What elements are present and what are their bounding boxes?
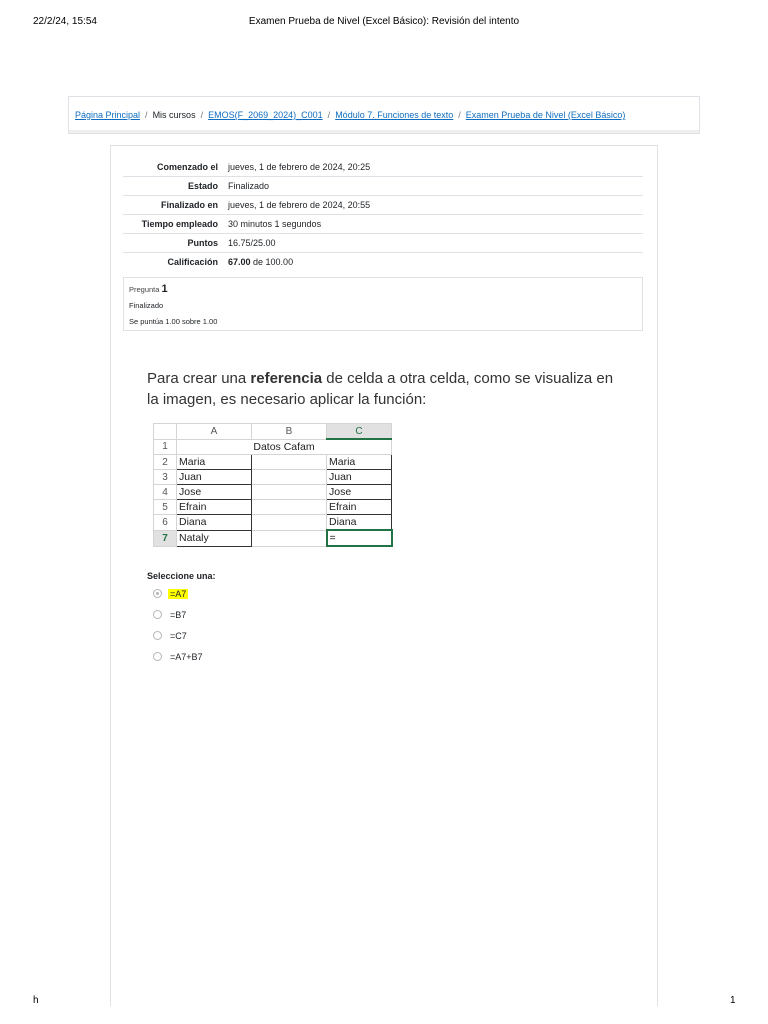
cell-b: [252, 470, 327, 485]
radio-button-checked[interactable]: [153, 589, 162, 598]
cell-a: Maria: [177, 455, 252, 470]
summary-value: [223, 253, 643, 272]
cell-c: Diana: [327, 515, 392, 531]
radio-button[interactable]: [153, 652, 162, 661]
select-one-label: Seleccione una:: [147, 571, 216, 581]
summary-label: Comenzado el: [156, 162, 218, 172]
column-header: A: [177, 424, 252, 440]
breadcrumb: [75, 110, 625, 120]
breadcrumb-separator: /: [327, 110, 331, 120]
quiz-review-region: [110, 145, 658, 1006]
grade-value: 67.00: [228, 257, 251, 267]
row-header: 2: [154, 455, 177, 470]
cell-b: [252, 530, 327, 546]
summary-label: Puntos: [187, 238, 218, 248]
row-header: 3: [154, 470, 177, 485]
sheet-title-cell: Datos Cafam: [177, 439, 392, 455]
breadcrumb-my-courses: Mis cursos: [152, 110, 196, 120]
summary-row: [123, 253, 643, 272]
print-datetime: 22/2/24, 15:54: [33, 16, 97, 27]
active-cell: =: [327, 530, 392, 546]
summary-label: Tiempo empleado: [141, 219, 218, 229]
cell-a: Juan: [177, 470, 252, 485]
breadcrumb-separator: /: [458, 110, 461, 120]
cell-a: Diana: [177, 515, 252, 531]
breadcrumb-separator: /: [200, 110, 204, 120]
radio-button[interactable]: [153, 610, 162, 619]
grade-max: de 100.00: [250, 257, 294, 267]
summary-row: [123, 158, 643, 177]
summary-row: [123, 215, 643, 234]
breadcrumb-quiz-link[interactable]: Examen Prueba de Nivel (Excel Básico): [465, 110, 626, 120]
summary-label: Calificación: [167, 257, 218, 267]
answer-label: =B7: [170, 610, 187, 620]
row-header: 1: [154, 439, 177, 455]
question-grade: Se puntúa 1.00 sobre 1.00: [129, 317, 218, 326]
breadcrumb-separator: /: [145, 110, 148, 120]
cell-b: [252, 485, 327, 500]
breadcrumb-course-link[interactable]: EMOS(F_2069_2024)_C001: [208, 110, 323, 120]
cell-b: [252, 515, 327, 531]
print-header: [0, 16, 768, 30]
summary-value: 30 minutos 1 segundos: [228, 219, 322, 229]
answer-label: =A7: [170, 589, 187, 599]
row-header: 4: [154, 485, 177, 500]
summary-value: jueves, 1 de febrero de 2024, 20:25: [228, 162, 371, 172]
answer-label: =C7: [170, 631, 187, 641]
question-number: [129, 283, 168, 295]
question-state: Finalizado: [129, 301, 164, 310]
print-footer-url: h: [33, 995, 39, 1006]
cell-c: Jose: [327, 485, 392, 500]
cell-a: Efrain: [177, 500, 252, 515]
cell-c: Efrain: [327, 500, 392, 515]
summary-row: [123, 177, 643, 196]
breadcrumb-home-link[interactable]: Página Principal: [75, 110, 141, 120]
column-header: B: [252, 424, 327, 440]
cell-b: [252, 500, 327, 515]
cell-c: Juan: [327, 470, 392, 485]
answer-label: =A7+B7: [170, 652, 203, 662]
question-text-bold: referencia: [250, 370, 323, 387]
cell-a: Nataly: [177, 530, 252, 546]
summary-label: Finalizado en: [160, 200, 218, 210]
row-header: 6: [154, 515, 177, 531]
question-prefix: Pregunta: [129, 285, 160, 294]
summary-value: 16.75/25.00: [228, 238, 276, 248]
column-header: C: [327, 424, 392, 440]
question-number-value: 1: [161, 283, 168, 295]
row-header: 7: [154, 530, 177, 546]
summary-row: [123, 234, 643, 253]
summary-label: Estado: [187, 181, 218, 191]
breadcrumb-module-link[interactable]: Módulo 7. Funciones de texto: [335, 110, 454, 120]
cell-a: Jose: [177, 485, 252, 500]
spreadsheet-image: [153, 423, 393, 547]
attempt-summary-table: [123, 158, 643, 271]
page-number: 1: [730, 995, 736, 1006]
question-text-start: Para crear una: [147, 370, 251, 387]
breadcrumb-bar: [68, 96, 700, 134]
cell-b: [252, 455, 327, 470]
print-title: Examen Prueba de Nivel (Excel Básico): Revisión del intento: [248, 16, 520, 27]
question-text-end: de celda a otra celda, como se visualiza en la imagen, es necesario aplicar la función:: [147, 370, 614, 408]
summary-row: [123, 196, 643, 215]
question-text: [147, 368, 617, 410]
cell-c: Maria: [327, 455, 392, 470]
sheet-corner: [154, 424, 177, 440]
radio-button[interactable]: [153, 631, 162, 640]
summary-value: jueves, 1 de febrero de 2024, 20:55: [228, 200, 371, 210]
question-info-box: [123, 277, 643, 331]
row-header: 5: [154, 500, 177, 515]
summary-value: Finalizado: [228, 181, 270, 191]
